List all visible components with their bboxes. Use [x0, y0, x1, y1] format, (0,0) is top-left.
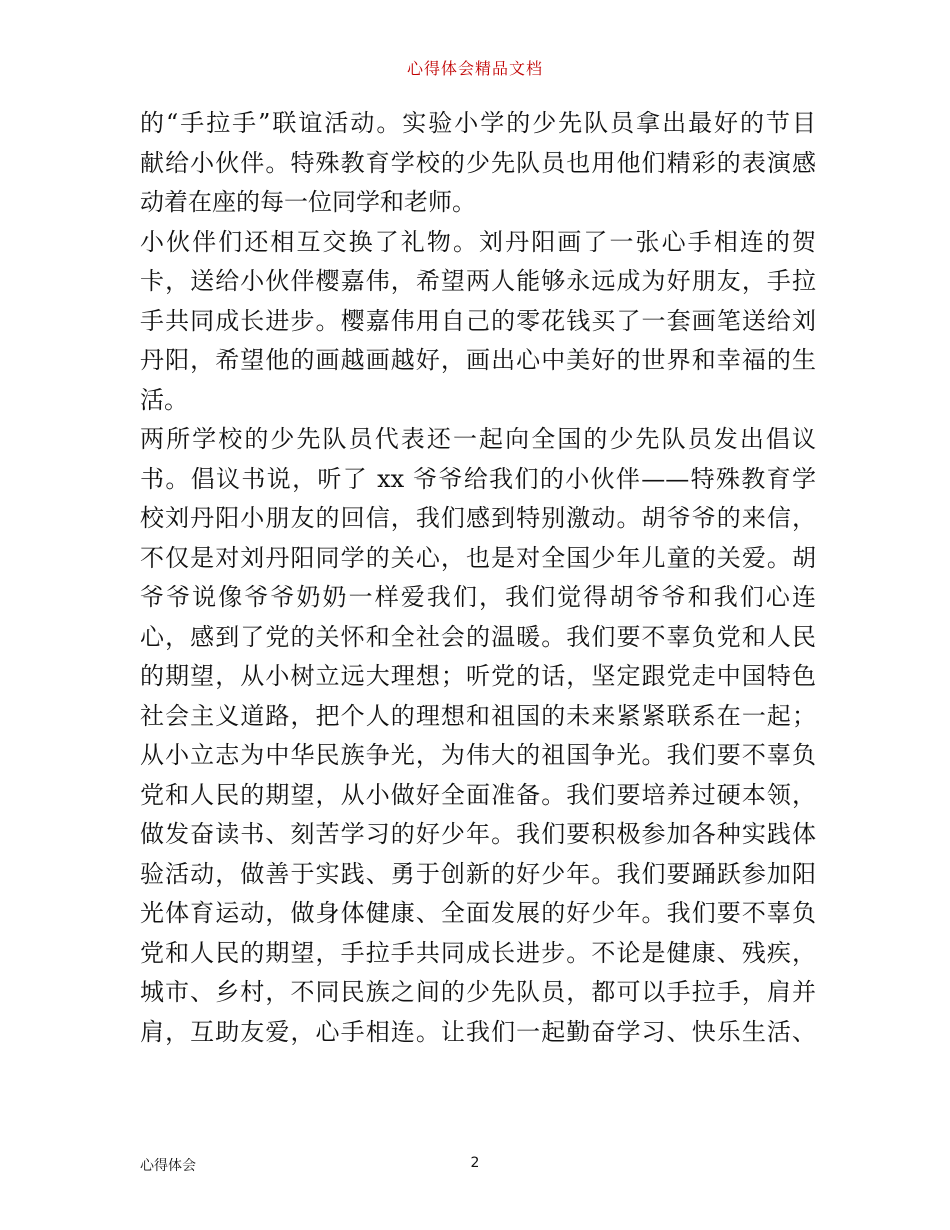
text-line: 党和人民的期望，从小做好全面准备。我们要培养过硬本领， [140, 780, 816, 809]
text-line: 光体育运动，做身体健康、全面发展的好少年。我们要不辜负 [140, 899, 816, 927]
text-line: 卡，送给小伙伴樱嘉伟，希望两人能够永远成为好朋友，手拉 [140, 267, 816, 295]
text-line: 的“手拉手”联谊活动。实验小学的少先队员拿出最好的节目 [140, 109, 816, 137]
text-line: 城市、乡村，不同民族之间的少先队员，都可以手拉手，肩并 [140, 978, 816, 1006]
text-line: 社会主义道路，把个人的理想和祖国的未来紧紧联系在一起； [140, 701, 816, 730]
text-line: 两所学校的少先队员代表还一起向全国的少先队员发出倡议 [140, 425, 816, 453]
text-line: 不仅是对刘丹阳同学的关心，也是对全国少年儿童的关爱。胡 [140, 543, 816, 572]
text-line: 从小立志为中华民族争光，为伟大的祖国争光。我们要不辜负 [140, 741, 816, 769]
text-line: 校刘丹阳小朋友的回信，我们感到特别激动。胡爷爷的来信， [140, 504, 816, 532]
text-line: 丹阳，希望他的画越画越好，画出心中美好的世界和幸福的生 [140, 346, 816, 374]
text-line: 爷爷说像爷爷奶奶一样爱我们，我们觉得胡爷爷和我们心连 [140, 583, 816, 611]
footer-label: 心得体会 [140, 1158, 196, 1174]
text-line: 活。 [140, 385, 188, 414]
page-number: 2 [470, 1155, 480, 1171]
text-line: 手共同成长进步。樱嘉伟用自己的零花钱买了一套画笔送给刘 [140, 306, 816, 335]
text-line: 肩，互助友爱，心手相连。让我们一起勤奋学习、快乐生活、 [140, 1017, 816, 1046]
text-line: 书。倡议书说，听了 xx 爷爷给我们的小伙伴——特殊教育学 [140, 464, 816, 493]
text-line: 做发奋读书、刻苦学习的好少年。我们要积极参加各种实践体 [140, 820, 816, 848]
text-line: 小伙伴们还相互交换了礼物。刘丹阳画了一张心手相连的贺 [140, 227, 816, 256]
text-line: 心，感到了党的关怀和全社会的温暖。我们要不辜负党和人民 [140, 622, 816, 651]
text-line: 动着在座的每一位同学和老师。 [140, 188, 476, 216]
text-line: 献给小伙伴。特殊教育学校的少先队员也用他们精彩的表演感 [140, 148, 816, 177]
text-line: 验活动，做善于实践、勇于创新的好少年。我们要踊跃参加阳 [140, 859, 816, 888]
text-line: 党和人民的期望，手拉手共同成长进步。不论是健康、残疾， [140, 938, 816, 967]
text-line: 的期望，从小树立远大理想；听党的话，坚定跟党走中国特色 [140, 662, 816, 690]
body-text [140, 104, 816, 1052]
page-header-title: 心得体会精品文档 [406, 59, 543, 78]
